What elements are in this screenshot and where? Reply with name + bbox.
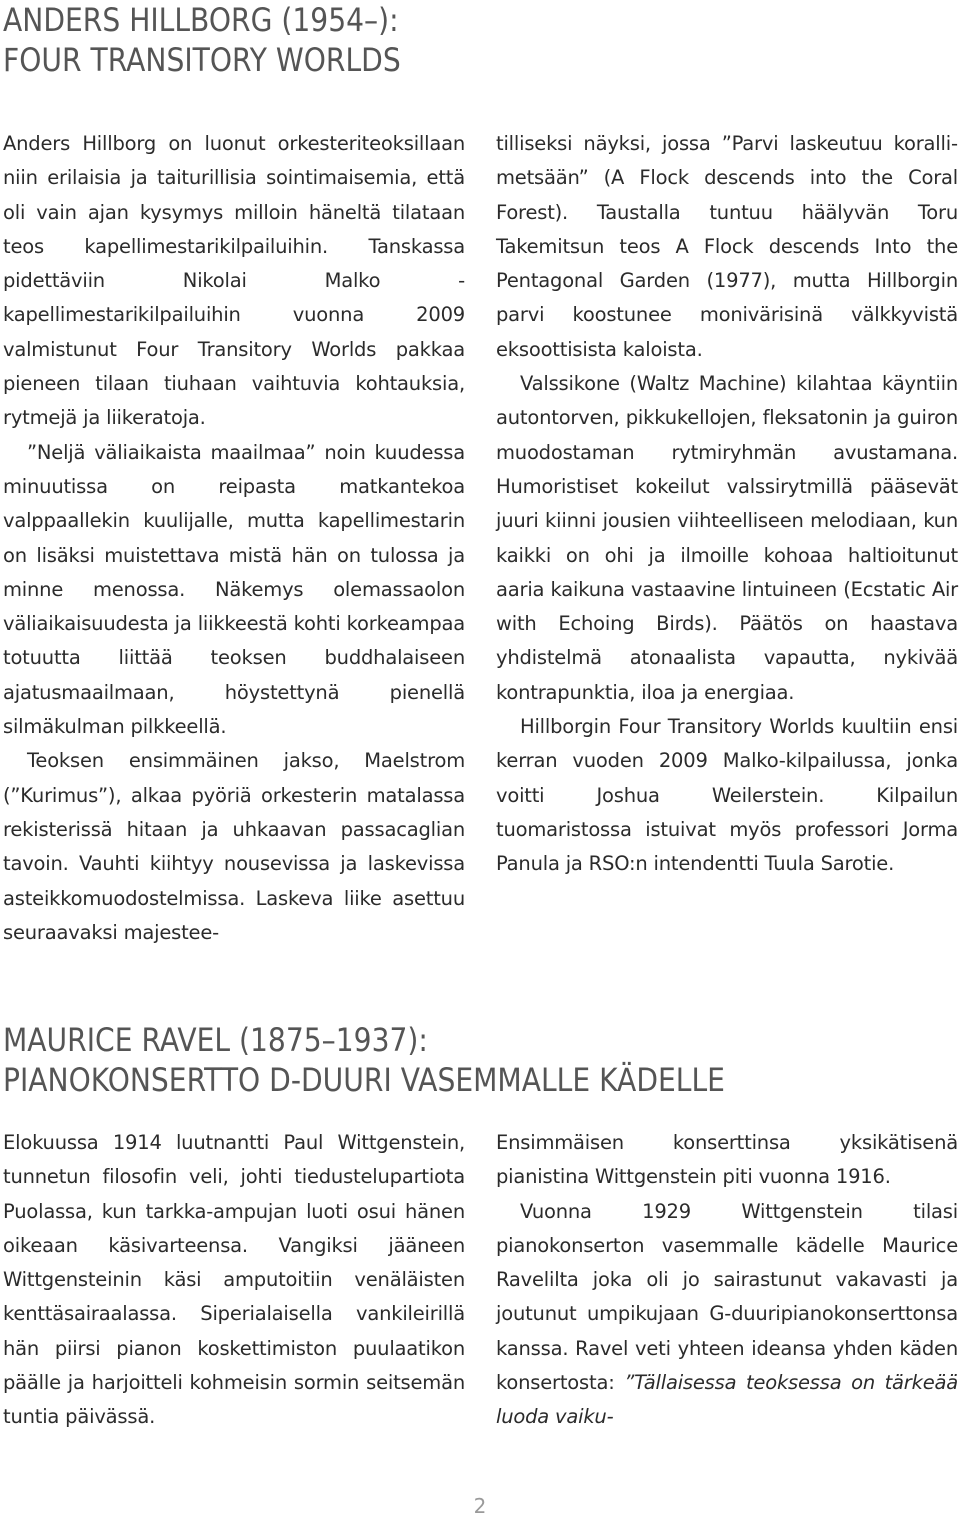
heading-line: ANDERS HILLBORG (1954–):: [3, 1, 399, 39]
column-left-ravel: [3, 1126, 465, 1435]
paragraph: Elokuussa 1914 luutnantti Paul Wittgenstein, tunnetun filosofin veli, johti tiedustelupartiota Puolassa, kun tarkka-ampujan luoti osui hänen oikeaan käsivarteensa. Vangiksi jääneen Wittgensteinin käsi amputoitiin venäläisten kenttäsairaalassa. Siperialaisella vankileirillä hän piirsi pianon koskettimiston puulaatikon päälle ja harjoitteli kohmeisin sormin seitsemän tuntia päivässä.: [3, 1131, 465, 1429]
column-left-hillborg: [3, 127, 465, 950]
paragraph: Anders Hillborg on luonut orkesteriteoksillaan niin erilaisia ja taiturillisia sointimaisemia, että oli vain ajan kysymys milloin häneltä tilataan teos kapellimestarikilpailuihin. Tanskassa pidettäviin Nikolai Malko -kapellimestarikilpailuihin vuonna 2009 valmistunut Four Transitory Worlds pakkaa pieneen tilaan tiuhaan vaihtuvia kohtauksia, rytmejä ja liikeratoja.: [3, 132, 465, 430]
paragraph: Teoksen ensimmäinen jakso, Maelstrom (”Kurimus”), alkaa pyöriä orkesterin matalassa rekisterissä hitaan ja uhkaavan passacaglian tavoin. Vauhti kiihtyy nousevissa ja laskevissa asteikkomuodostelmissa. Laskeva liike asettuu seuraavaksi majestee-: [3, 749, 465, 944]
page-number: 2: [473, 1494, 487, 1518]
heading-line: MAURICE RAVEL (1875–1937):: [3, 1021, 428, 1059]
paragraph: [496, 1195, 958, 1435]
section-heading-ravel: [3, 1020, 725, 1100]
column-right-hillborg: [496, 127, 958, 882]
paragraph: Valssikone (Waltz Machine) kilahtaa käyntiin autontorven, pikkukellojen, fleksatonin ja guiron muodostaman rytmiryhmän avustamana. Humoristiset kokeilut valssirytmillä pääsevät juuri kiinni jousien viihteelliseen melodiaan, kun kaikki on ohi ja ilmoille kohoaa haltioitunut aaria kaikuna vastaavine lintuineen (Ecstatic Air with Echoing Birds). Päätös on haastava yhdistelmä atonaalista vapautta, nykivää kontrapunktia, iloa ja energiaa.: [496, 372, 958, 704]
paragraph: Ensimmäisen konserttinsa yksikätisenä pianistina Wittgenstein piti vuonna 1916.: [496, 1131, 958, 1189]
paragraph: Hillborgin Four Transitory Worlds kuultiin ensi kerran vuoden 2009 Malko-kilpailussa, jonka voitti Joshua Weilerstein. Kilpailun tuomaristossa istuivat myös professori Jorma Panula ja RSO:n intendentti Tuula Sarotie.: [496, 715, 958, 876]
italic-quote: ”Tällaisessa teoksessa on tärkeää luoda vaiku-: [496, 1371, 959, 1429]
heading-line: PIANOKONSERTTO D-DUURI VASEMMALLE KÄDELLE: [3, 1061, 725, 1099]
paragraph-text: Vuonna 1929 Wittgenstein tilasi pianokonserton vasemmalle kädelle Maurice Ravelilta joka oli jo sairastunut vakavasti ja joutunut umpikujaan G-duuripianokonserttonsa kanssa. Ravel veti yhteen ideansa yhden käden konsertosta:: [496, 1199, 958, 1395]
paragraph: ”Neljä väliaikaista maailmaa” noin kuudessa minuutissa on reipasta matkantekoa valppaallekin kuulijalle, mutta kapellimestarin on lisäksi muistettava mistä hän on tulossa ja minne menossa. Näkemys olemassaolon väliaikaisuudesta ja liikkeestä kohti korkeampaa totuutta liittää teoksen buddhalaiseen ajatusmaailmaan, höystettynä pienellä silmäkulman pilkkeellä.: [3, 440, 465, 739]
section-heading-hillborg: [3, 0, 401, 80]
paragraph: tilliseksi näyksi, jossa ”Parvi laskeutuu korallimetsään” (A Flock descends into the Coral Forest). Taustalla tuntuu häälyvän Toru Takemitsun teos A Flock descends Into the Pentagonal Garden (1977), mutta Hillborgin parvi koostunee monivärisinä välkkyvistä eksoottisista kaloista.: [496, 132, 958, 361]
heading-line: FOUR TRANSITORY WORLDS: [3, 41, 401, 79]
column-right-ravel: [496, 1126, 958, 1435]
